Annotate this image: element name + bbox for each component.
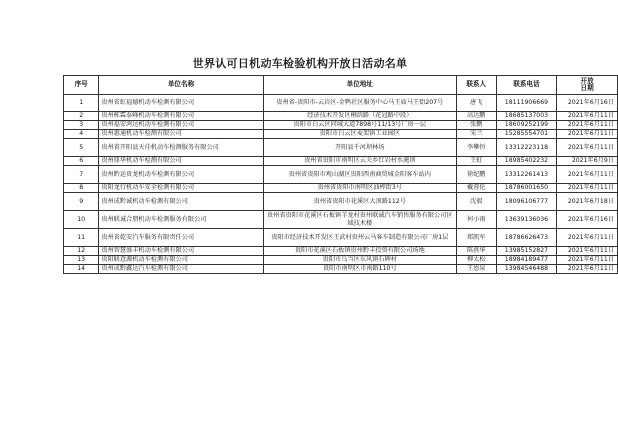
- cell-seq: 5: [64, 139, 99, 157]
- cell-seq: 4: [64, 130, 99, 139]
- table-row: [64, 130, 618, 139]
- table-row: [64, 193, 618, 211]
- cell-date: 2021年6月11日: [557, 265, 618, 274]
- cell-date: 2021年6月11日: [557, 139, 618, 157]
- cell-contact: 唐飞: [456, 95, 496, 112]
- header-contact: 联系人: [456, 76, 496, 95]
- cell-seq: 14: [64, 265, 99, 274]
- cell-contact: 郑凯军: [456, 229, 496, 247]
- table-row: [64, 121, 618, 130]
- table-row: [64, 229, 618, 247]
- header-address: 单位地址: [263, 76, 456, 95]
- page-title: 世界认可日机动车检验机构开放日活动名单: [192, 57, 408, 70]
- cell-contact: 何小雨: [456, 211, 496, 229]
- cell-phone: 18685137003: [496, 112, 557, 121]
- cell-phone: 13985152827: [496, 247, 557, 256]
- cell-unit: 贵州惠通机动车检测有限公司: [99, 130, 263, 139]
- table-row: [64, 247, 618, 256]
- cell-contact: 王虹: [456, 157, 496, 166]
- cell-address: 经济技术开发区桐荫路（花冠路中段）: [263, 112, 456, 121]
- cell-unit: 贵州福安鸿达机动车检测有限公司: [99, 121, 263, 130]
- cell-date: 2021年6月11日: [557, 247, 618, 256]
- cell-unit: 贵州智慧盛丰机动车检测有限公司: [99, 247, 263, 256]
- cell-address: 贵阳市白云区麦架镇工业园区: [263, 130, 456, 139]
- cell-contact: 陈燕华: [456, 247, 496, 256]
- cell-contact: 徐妃鹏: [456, 166, 496, 184]
- cell-unit: 贵阳龙行机动车安全检测有限公司: [99, 184, 263, 193]
- cell-contact: 柳太松: [456, 256, 496, 265]
- cell-address: 贵阳市花溪区石板镇贵州黔丰投资有限公司场地: [263, 247, 456, 256]
- table-row: [64, 95, 618, 112]
- cell-seq: 8: [64, 184, 99, 193]
- table-row: [64, 256, 618, 265]
- table-row: [64, 265, 618, 274]
- cell-contact: 张鹏: [456, 121, 496, 130]
- cell-date: 2021年6月11日: [557, 112, 618, 121]
- cell-date: 2021年6月11日: [557, 184, 618, 193]
- cell-contact: 沈毅: [456, 193, 496, 211]
- cell-phone: 13312223118: [496, 139, 557, 157]
- cell-address: 贵阳市经济技术开发区王武村贵州云马客车制造有限公司厂房1层: [263, 229, 456, 247]
- table-row: [64, 157, 618, 166]
- cell-address: 贵阳市南明区市南路110号: [263, 265, 456, 274]
- cell-date: 2021年6月11日: [557, 130, 618, 139]
- cell-address: 贵州省-贵阳市-云岩区-金鸭社区服务中心马王庙马王街207号: [263, 95, 456, 112]
- cell-contact: 李攀恒: [456, 139, 496, 157]
- cell-phone: 18985402232: [496, 157, 557, 166]
- cell-unit: 贵州省乾安汽车服务有限责任公司: [99, 229, 263, 247]
- cell-unit: 贵州联诚合朋机动车检测服务有限公司: [99, 211, 263, 229]
- cell-seq: 6: [64, 157, 99, 166]
- cell-phone: 18111906669: [496, 95, 557, 112]
- cell-phone: 13312261413: [496, 166, 557, 184]
- cell-phone: 18786626473: [496, 229, 557, 247]
- header-date: 开放 日期: [557, 76, 618, 95]
- cell-seq: 3: [64, 121, 99, 130]
- cell-phone: 13639136036: [496, 211, 557, 229]
- cell-date: 2021年6月16日: [557, 95, 618, 112]
- cell-phone: 13984546488: [496, 265, 557, 274]
- cell-contact: 戴蓉伦: [456, 184, 496, 193]
- table-row: [64, 184, 618, 193]
- institution-table: [63, 75, 618, 274]
- table-row: [64, 166, 618, 184]
- cell-seq: 11: [64, 229, 99, 247]
- cell-unit: 贵州省开阳县天佳机动车检测服务有限公司: [99, 139, 263, 157]
- header-unit: 单位名称: [99, 76, 263, 95]
- cell-contact: 王恩泉: [456, 265, 496, 274]
- table-row: [64, 112, 618, 121]
- header-phone: 联系电话: [496, 76, 557, 95]
- cell-seq: 12: [64, 247, 99, 256]
- table-row: [64, 211, 618, 229]
- cell-address: 贵州省贵阳市花溪区石板镇羊龙村贵州联诚汽车销售服务有限公司区域技术楼: [263, 211, 456, 229]
- cell-unit: 贵阳联意源机动车检测有限公司: [99, 256, 263, 265]
- cell-seq: 9: [64, 193, 99, 211]
- table-header-row: [64, 76, 618, 95]
- cell-unit: 贵州鼎华机动车检测有限公司: [99, 157, 263, 166]
- cell-phone: 18096106777: [496, 193, 557, 211]
- cell-date: 2021年6月11日: [557, 121, 618, 130]
- cell-contact: 宋兰: [456, 130, 496, 139]
- cell-seq: 1: [64, 95, 99, 112]
- cell-date: 2021年6月18日: [557, 193, 618, 211]
- cell-seq: 7: [64, 166, 99, 184]
- cell-phone: 18984189477: [496, 256, 557, 265]
- cell-address: 贵州省贵阳市花溪区大顶路112号: [263, 193, 456, 211]
- cell-date: 2021年6月16日: [557, 211, 618, 229]
- cell-address: 贵州省贵阳市观山湖区贵阳西南商贸城金阳客车站内: [263, 166, 456, 184]
- cell-phone: 18786001650: [496, 184, 557, 193]
- cell-unit: 贵州省虹福德机动车检测有限公司: [99, 95, 263, 112]
- cell-seq: 13: [64, 256, 99, 265]
- header-seq: 序号: [64, 76, 99, 95]
- cell-address: 开阳县千河坝林场: [263, 139, 456, 157]
- table-body: [64, 95, 618, 274]
- cell-address: 贵州省贵阳市南明区云关乡红岩村水淹坝: [263, 157, 456, 166]
- cell-address: 贵阳市白云区同城大道7898号11/13号厂房一层: [263, 121, 456, 130]
- cell-phone: 18609252199: [496, 121, 557, 130]
- cell-seq: 10: [64, 211, 99, 229]
- cell-date: 2021年6月11日: [557, 256, 618, 265]
- cell-unit: 贵州栋霖泰峰机动车检测有限公司: [99, 112, 263, 121]
- cell-seq: 2: [64, 112, 99, 121]
- cell-date: 2021年6月11日: [557, 166, 618, 184]
- cell-unit: 贵州成黔鑫达汽车检测有限公司: [99, 265, 263, 274]
- table-row: [64, 139, 618, 157]
- cell-contact: 高达鹏: [456, 112, 496, 121]
- cell-address: 贵州省贵阳市南明区油榨街3号: [263, 184, 456, 193]
- cell-date: 2021年6月11日: [557, 229, 618, 247]
- cell-unit: 贵州成黔诚机动车检测有限公司: [99, 193, 263, 211]
- cell-unit: 贵州黔运贵龙机动车检测有限公司: [99, 166, 263, 184]
- cell-address: 贵阳市乌当区东风镇石碑村: [263, 256, 456, 265]
- cell-date: 2021年6月9日: [557, 157, 618, 166]
- cell-phone: 15285554701: [496, 130, 557, 139]
